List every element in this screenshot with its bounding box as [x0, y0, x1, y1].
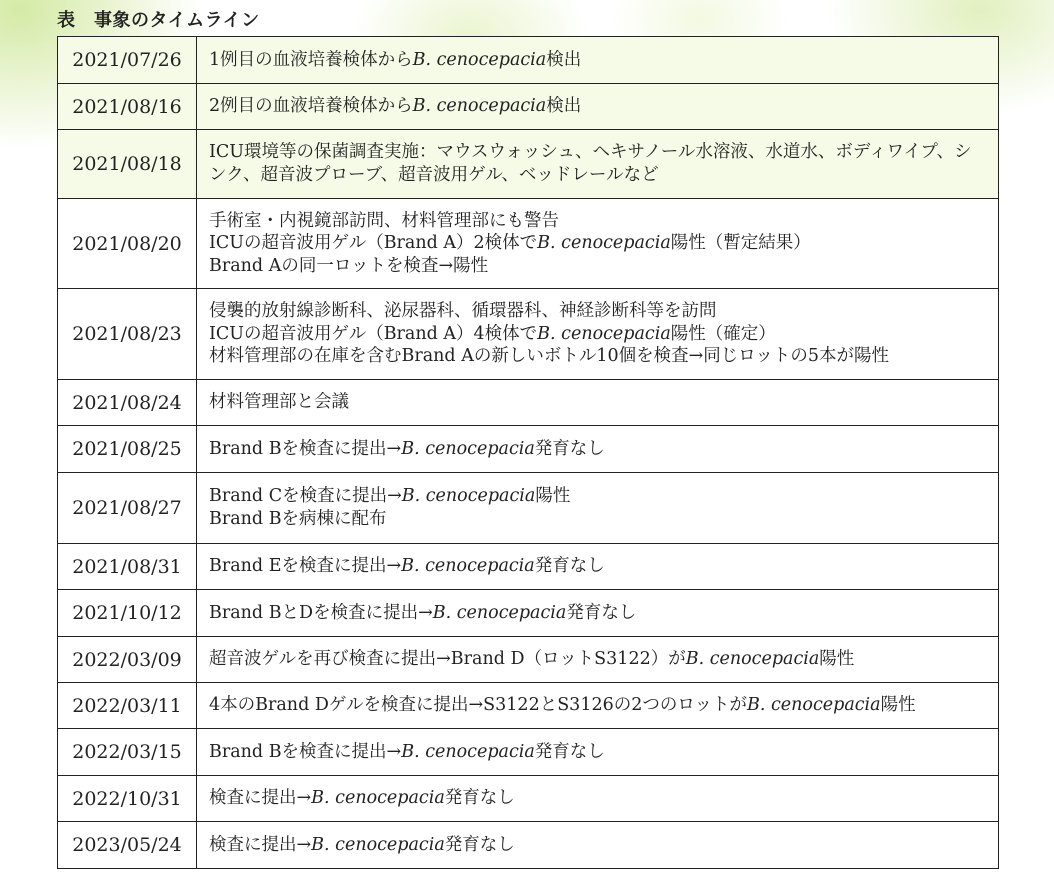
event-line — [209, 300, 986, 323]
event-date: 2021/07/26 — [58, 37, 197, 84]
event-date: 2021/08/18 — [58, 130, 197, 199]
table-row — [58, 776, 999, 822]
species-name: B. cenocepacia — [401, 438, 535, 459]
event-text: 材料管理部の在庫を含むBrand Aの新しいボトル10個を検査→同じロットの5本が陽性 — [209, 346, 890, 367]
event-line — [209, 210, 986, 233]
table-row — [58, 426, 999, 473]
species-name: B. cenocepacia — [747, 695, 881, 716]
event-line — [209, 141, 986, 186]
event-text: 超音波ゲルを再び検査に提出→Brand D（ロットS3122）が — [209, 649, 686, 670]
event-text: 陽性 — [880, 695, 916, 716]
event-description — [197, 590, 999, 637]
event-text: 2例目の血液培養検体から — [209, 96, 413, 117]
event-description — [197, 637, 999, 683]
table-row — [58, 590, 999, 637]
event-description — [197, 822, 999, 869]
event-text: 検出 — [546, 49, 582, 70]
event-date: 2021/08/23 — [58, 289, 197, 380]
event-text: 発育なし — [534, 438, 605, 459]
event-text: 検出 — [546, 96, 582, 117]
event-date: 2021/08/27 — [58, 473, 197, 544]
table-row — [58, 544, 999, 590]
event-text: 侵襲的放射線診断科、泌尿器科、循環器科、神経診断科等を訪問 — [209, 301, 717, 322]
event-text: ICU環境等の保菌調査実施：マウスウォッシュ、ヘキサノール水溶液、水道水、ボディワイプ、シンク、超音波プローブ、超音波用ゲル、ベッドレールなど — [209, 142, 972, 185]
species-name: B. cenocepacia — [311, 834, 445, 855]
event-line — [209, 834, 986, 857]
event-line — [209, 648, 986, 671]
table-row — [58, 683, 999, 729]
table-row — [58, 380, 999, 426]
species-name: B. cenocepacia — [412, 49, 547, 70]
event-date: 2022/03/09 — [58, 637, 197, 683]
table-caption: 表 事象のタイムライン — [57, 10, 260, 31]
event-description — [197, 84, 999, 130]
event-text: 発育なし — [444, 788, 515, 809]
table-row — [58, 289, 999, 380]
event-text: 発育なし — [534, 556, 605, 577]
event-date: 2021/08/25 — [58, 426, 197, 473]
event-line — [209, 95, 986, 118]
event-date: 2021/08/24 — [58, 380, 197, 426]
event-text: Brand Cを検査に提出→ — [209, 486, 402, 507]
species-name: B. cenocepacia — [401, 486, 536, 507]
event-line — [209, 694, 986, 717]
event-description — [197, 199, 999, 289]
event-date: 2022/03/15 — [58, 729, 197, 776]
event-text: 陽性（確定） — [670, 323, 776, 344]
event-timeline-table — [57, 36, 999, 869]
event-line — [209, 232, 986, 255]
event-text: 陽性 — [535, 486, 571, 507]
species-name: B. cenocepacia — [401, 741, 535, 762]
event-description — [197, 289, 999, 380]
event-text: Brand Bを検査に提出→ — [209, 741, 402, 762]
event-description — [197, 776, 999, 822]
timeline-body — [58, 37, 999, 869]
table-row — [58, 37, 999, 84]
table-row — [58, 637, 999, 683]
event-text: 検査に提出→ — [209, 788, 312, 809]
event-description — [197, 130, 999, 199]
event-line — [209, 485, 986, 508]
event-description — [197, 426, 999, 473]
event-line — [209, 345, 986, 368]
event-description — [197, 729, 999, 776]
event-description — [197, 683, 999, 729]
species-name: B. cenocepacia — [311, 788, 445, 809]
species-name: B. cenocepacia — [537, 233, 671, 254]
event-description — [197, 380, 999, 426]
table-row — [58, 130, 999, 199]
event-line — [209, 787, 986, 810]
event-line — [209, 438, 986, 461]
event-line — [209, 391, 986, 414]
event-text: 手術室・内視鏡部訪問、材料管理部にも警告 — [209, 210, 559, 231]
event-text: Brand Eを検査に提出→ — [209, 556, 402, 577]
event-description — [197, 37, 999, 84]
event-text: 1例目の血液培養検体から — [209, 49, 413, 70]
event-text: 発育なし — [534, 741, 605, 762]
event-date: 2022/10/31 — [58, 776, 197, 822]
table-row — [58, 199, 999, 289]
event-description — [197, 544, 999, 590]
event-text: ICUの超音波用ゲル（Brand A）2検体で — [209, 233, 538, 254]
table-row — [58, 84, 999, 130]
species-name: B. cenocepacia — [412, 96, 547, 117]
table-row — [58, 473, 999, 544]
event-date: 2021/08/31 — [58, 544, 197, 590]
event-text: Brand Bを検査に提出→ — [209, 438, 402, 459]
event-text: 発育なし — [566, 602, 637, 623]
event-description — [197, 473, 999, 544]
event-line — [209, 555, 986, 578]
event-line — [209, 602, 986, 625]
event-line — [209, 741, 986, 764]
event-text: Brand Aの同一ロットを検査→陽性 — [209, 255, 489, 276]
event-date: 2022/03/11 — [58, 683, 197, 729]
table-row — [58, 729, 999, 776]
event-text: 陽性 — [819, 649, 855, 670]
species-name: B. cenocepacia — [432, 602, 567, 623]
species-name: B. cenocepacia — [685, 649, 820, 670]
table-row — [58, 822, 999, 869]
event-text: ICUの超音波用ゲル（Brand A）4検体で — [209, 323, 538, 344]
event-line — [209, 323, 986, 346]
event-line — [209, 508, 986, 531]
species-name: B. cenocepacia — [537, 323, 671, 344]
event-text: 発育なし — [444, 834, 515, 855]
event-text: Brand Bを病棟に配布 — [209, 509, 387, 529]
species-name: B. cenocepacia — [401, 556, 535, 577]
event-text: 材料管理部と会議 — [209, 392, 349, 413]
event-date: 2023/05/24 — [58, 822, 197, 869]
event-text: 陽性（暫定結果） — [670, 233, 811, 254]
event-text: Brand BとDを検査に提出→ — [209, 602, 433, 623]
event-text: 4本のBrand Dゲルを検査に提出→S3122とS3126の2つのロットが — [209, 695, 748, 716]
event-date: 2021/10/12 — [58, 590, 197, 637]
event-text: 検査に提出→ — [209, 834, 312, 855]
event-date: 2021/08/20 — [58, 199, 197, 289]
event-date: 2021/08/16 — [58, 84, 197, 130]
event-line — [209, 255, 986, 278]
event-line — [209, 49, 986, 72]
